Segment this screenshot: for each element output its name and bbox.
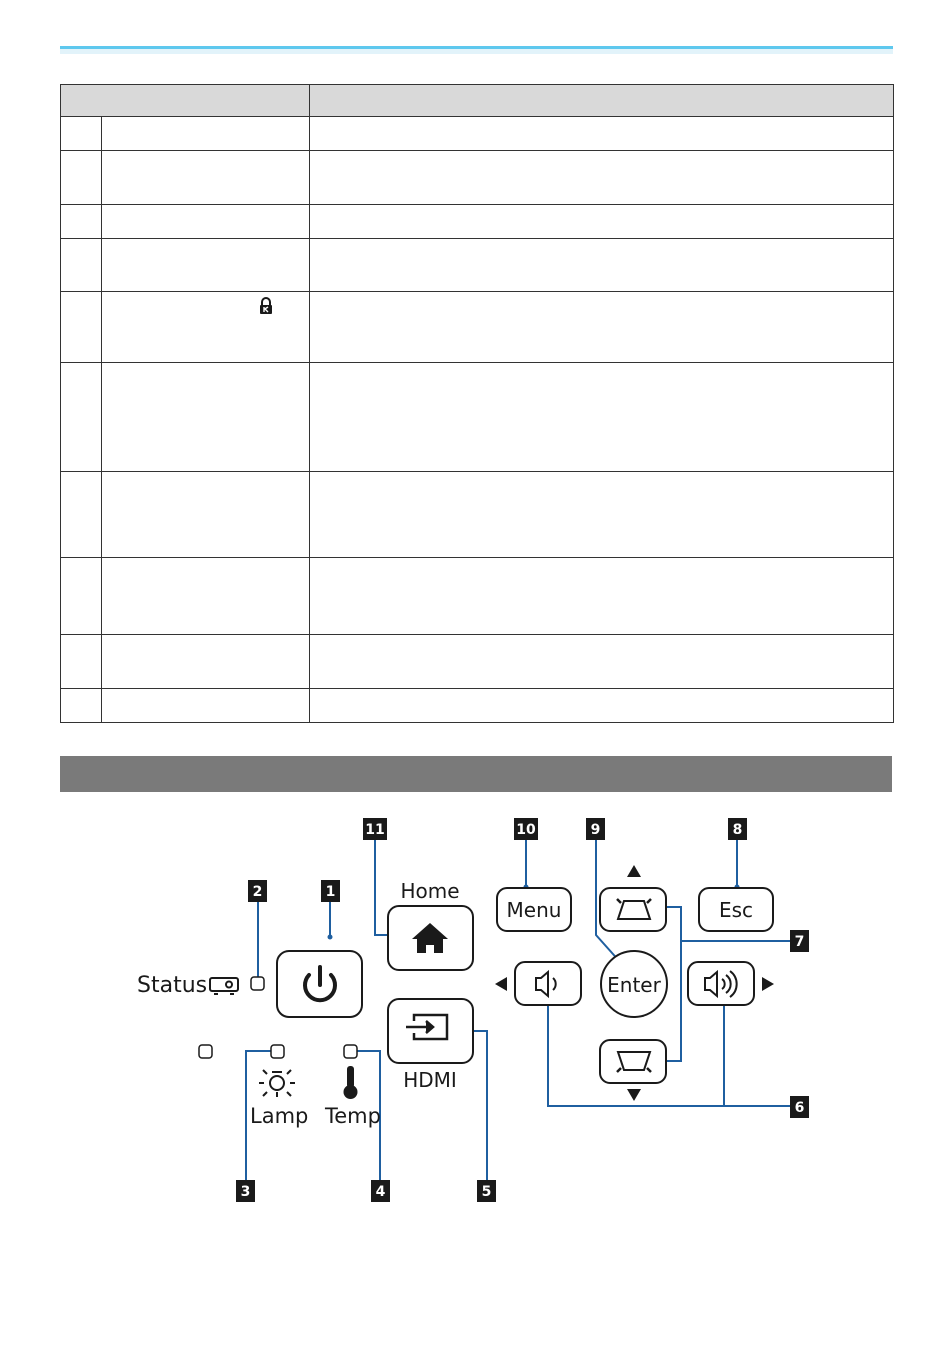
power-button[interactable] bbox=[277, 951, 362, 1017]
lamp-label: Lamp bbox=[250, 1104, 309, 1128]
volume-down-button[interactable] bbox=[515, 962, 581, 1005]
callout-10 bbox=[514, 818, 538, 840]
callout-8 bbox=[728, 818, 747, 840]
right-arrow-icon bbox=[762, 977, 774, 991]
callout-9 bbox=[586, 818, 605, 840]
projector-icon bbox=[210, 978, 238, 994]
temp-label: Temp bbox=[325, 1104, 381, 1128]
callout-3 bbox=[236, 1180, 255, 1202]
callout-11 bbox=[363, 818, 387, 840]
lamp-indicator bbox=[271, 1045, 284, 1058]
svg-text:11: 11 bbox=[365, 822, 385, 838]
hdmi-label: HDMI bbox=[403, 1068, 457, 1092]
enter-button[interactable] bbox=[601, 951, 667, 1017]
esc-button[interactable] bbox=[699, 888, 773, 931]
up-arrow-icon bbox=[627, 865, 641, 877]
temp-indicator bbox=[344, 1045, 357, 1058]
callout-5 bbox=[477, 1180, 496, 1202]
svg-text:8: 8 bbox=[732, 822, 743, 838]
volume-up-button[interactable] bbox=[688, 962, 754, 1005]
svg-text:3: 3 bbox=[240, 1184, 251, 1200]
callout-1 bbox=[321, 880, 340, 902]
blank-indicator bbox=[199, 1045, 212, 1058]
source-button[interactable] bbox=[388, 999, 473, 1063]
home-label: Home bbox=[400, 879, 460, 903]
callout-7 bbox=[790, 930, 809, 952]
svg-text:1: 1 bbox=[325, 884, 336, 900]
callout-6 bbox=[790, 1096, 809, 1118]
svg-text:5: 5 bbox=[481, 1184, 492, 1200]
esc-label: Esc bbox=[718, 898, 754, 922]
callout-4 bbox=[371, 1180, 390, 1202]
svg-text:2: 2 bbox=[252, 884, 263, 900]
keystone-up-button[interactable] bbox=[600, 888, 666, 931]
thermometer-icon bbox=[344, 1066, 358, 1099]
svg-text:10: 10 bbox=[516, 822, 536, 838]
keystone-down-button[interactable] bbox=[600, 1040, 666, 1083]
callout-2 bbox=[248, 880, 267, 902]
status-label: Status bbox=[137, 973, 208, 998]
menu-label: Menu bbox=[506, 898, 562, 922]
enter-label: Enter bbox=[607, 973, 661, 997]
svg-text:7: 7 bbox=[794, 934, 805, 950]
home-button[interactable] bbox=[388, 906, 473, 970]
svg-text:4: 4 bbox=[375, 1184, 386, 1200]
status-indicator bbox=[251, 977, 264, 990]
left-arrow-icon bbox=[495, 977, 507, 991]
menu-button[interactable] bbox=[497, 888, 571, 931]
lamp-icon bbox=[259, 1070, 295, 1097]
svg-text:6: 6 bbox=[794, 1100, 805, 1116]
svg-text:9: 9 bbox=[590, 822, 601, 838]
down-arrow-icon bbox=[627, 1089, 641, 1101]
